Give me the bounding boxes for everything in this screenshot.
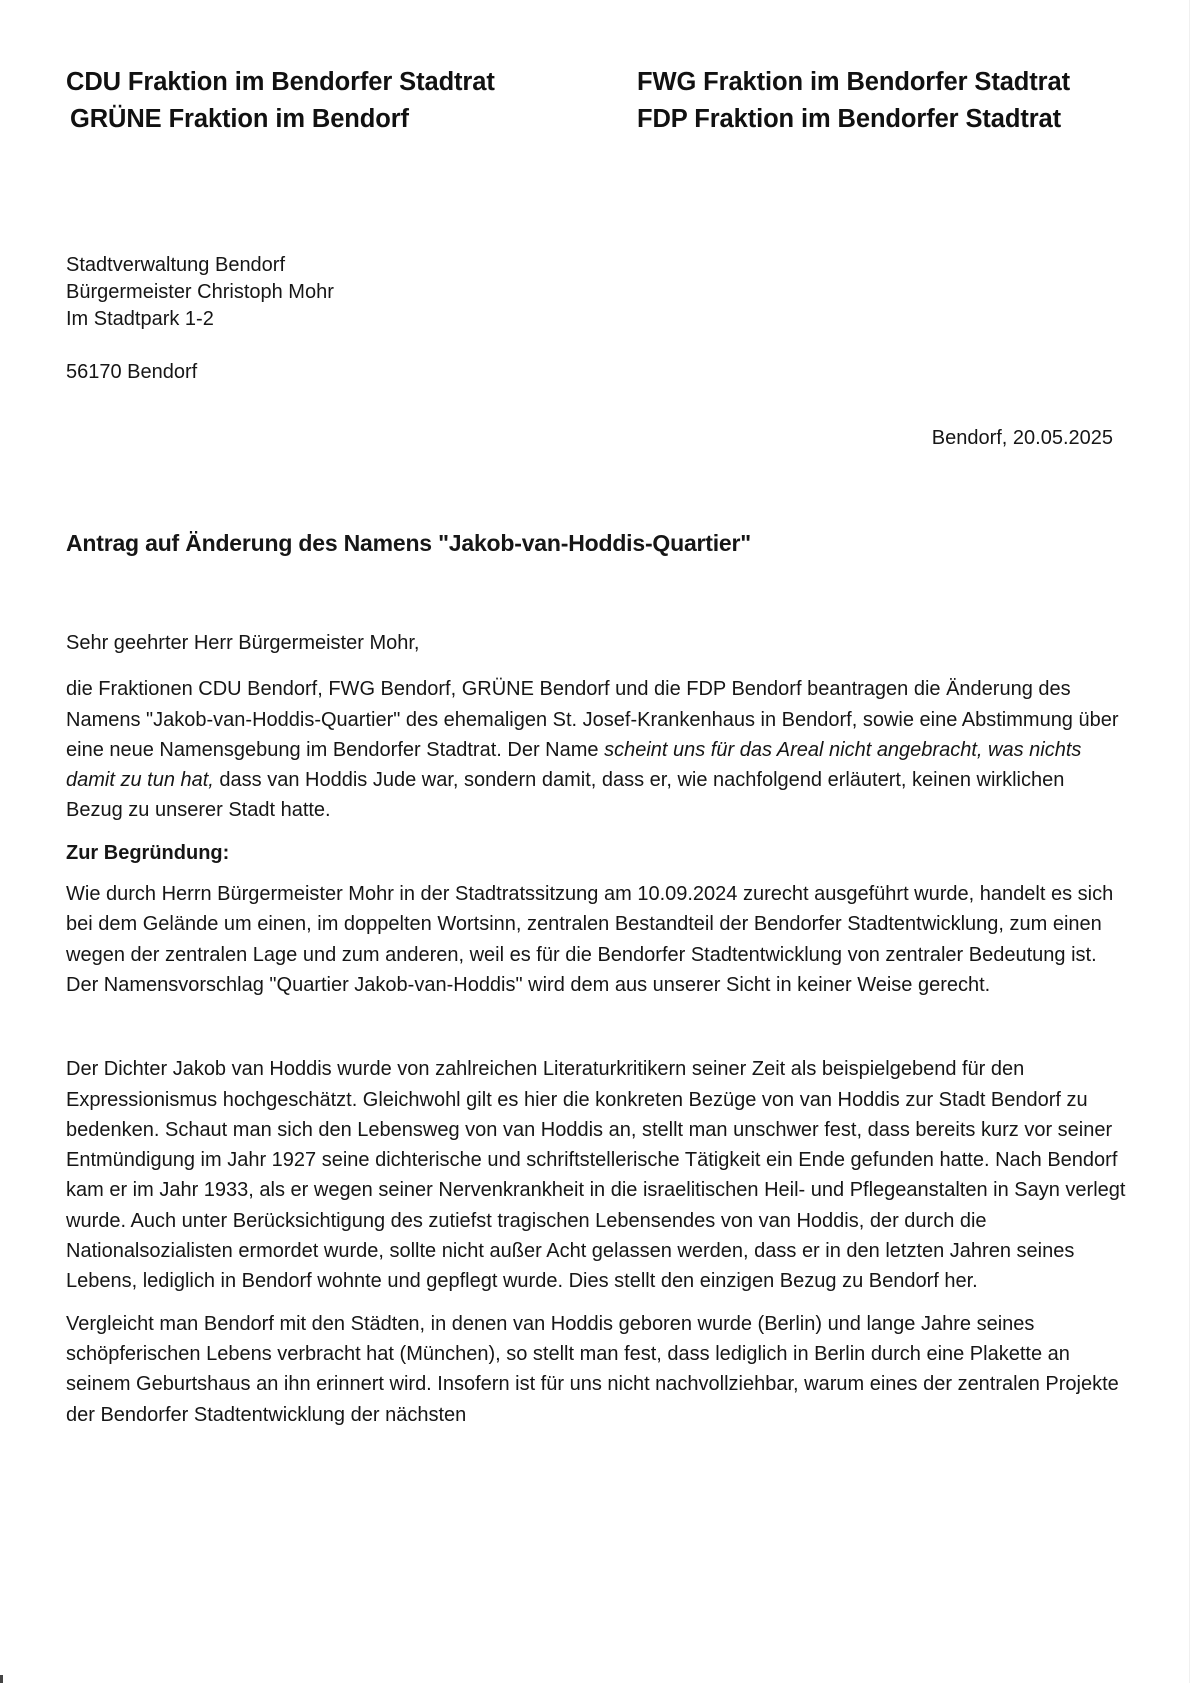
letterhead-cdu: CDU Fraktion im Bendorfer Stadtrat (66, 68, 495, 96)
scan-margin-mark (0, 1675, 3, 1683)
intro-italic-text: scheint uns für das Areal nicht angebracht, was nichts damit zu tun hat, (66, 738, 1082, 792)
letter-date: Bendorf, 20.05.2025 (931, 427, 1113, 449)
paragraph-2: Der Dichter Jakob van Hoddis wurde von zahlreichen Literaturkritikern seiner Zeit als beispielgebend für den Expressionismus hochgeschätzt. Gleichwohl gilt es hier die konkreten Bezüge von van Hoddis zur Stadt Bendorf zu bedenken. Schaut man sich den Lebensweg von van Hoddis an, stellt man unschwer fest, dass bereits kurz vor seiner Entmündigung im Jahr 1927 seine dichterische und schriftstellerische Tätigkeit ein Ende gefunden hatte. Nach Bendorf kam er im Jahr 1933, als er wegen seiner Nervenkrankheit in die israelitischen Heil- und Pflegeanstalten in Sayn verlegt wurde. Auch unter Berücksichtigung des zutiefst tragischen Lebensendes von van Hoddis, der durch die Nationalsozialisten ermordet wurde, sollte nicht außer Acht gelassen werden, dass er in den letzten Jahren seines Lebens, lediglich in Bendorf wohnte und gepflegt wurde. Dies stellt den einzigen Bezug zu Bendorf her. (66, 1058, 1126, 1293)
letterhead-gruene: GRÜNE Fraktion im Bendorf (70, 105, 409, 133)
intro-text-1: die Fraktionen CDU Bendorf, FWG Bendorf, GRÜNE Bendorf und die FDP Bendorf beantragen die Änderung des Namens "Jakob-van-Hoddis-Quartier" des ehemaligen St. Josef-Krankenhaus in Bendorf, sowie eine Abstimmung über eine neue Namensgebung im Bendorfer Stadtrat. Der Name (66, 678, 1119, 761)
section-heading: Zur Begründung: (66, 841, 230, 864)
letterhead-fwg: FWG Fraktion im Bendorfer Stadtrat (637, 68, 1070, 96)
letterhead-left (66, 64, 495, 138)
salutation: Sehr geehrter Herr Bürgermeister Mohr, (66, 632, 420, 654)
recipient-line-3: Im Stadtpark 1-2 (66, 308, 214, 330)
recipient-zip-city: 56170 Bendorf (66, 361, 198, 383)
letterhead-right (637, 64, 1070, 138)
recipient-address (66, 252, 334, 386)
intro-paragraph (66, 674, 1126, 825)
intro-text-2: dass van Hoddis Jude war, sondern damit, dass er, wie nachfolgend erläutert, keinen wirklichen Bezug zu unserer Stadt hatte. (66, 769, 1065, 822)
paragraph-3: Vergleicht man Bendorf mit den Städten, in denen van Hoddis geboren wurde (Berlin) und lange Jahre seines schöpferischen Lebens verbracht hat (München), so stellt man fest, dass lediglich in Berlin durch eine Plakette an seinem Geburtshaus an ihn erinnert wird. Insofern ist für uns nicht nachvollziehbar, warum eines der zentralen Projekte der Bendorfer Stadtentwicklung der nächsten (66, 1312, 1119, 1426)
recipient-line-2: Bürgermeister Christoph Mohr (66, 281, 334, 303)
recipient-line-1: Stadtverwaltung Bendorf (66, 254, 286, 276)
letter-body (66, 628, 1126, 1442)
letterhead-fdp: FDP Fraktion im Bendorfer Stadtrat (637, 105, 1062, 133)
paragraph-1: Wie durch Herrn Bürgermeister Mohr in der Stadtratssitzung am 10.09.2024 zurecht ausgeführt wurde, handelt es sich bei dem Gelände um einen, im doppelten Wortsinn, zentralen Bestandteil der Bendorfer Stadtentwicklung, zum einen wegen der zentralen Lage und zum anderen, weil es für die Bendorfer Stadtentwicklung von zentraler Bedeutung ist. Der Namensvorschlag "Quartier Jakob-van-Hoddis" wird dem aus unserer Sicht in keiner Weise gerecht. (66, 883, 1114, 996)
letter-subject: Antrag auf Änderung des Namens "Jakob-van-Hoddis-Quartier" (66, 530, 751, 556)
